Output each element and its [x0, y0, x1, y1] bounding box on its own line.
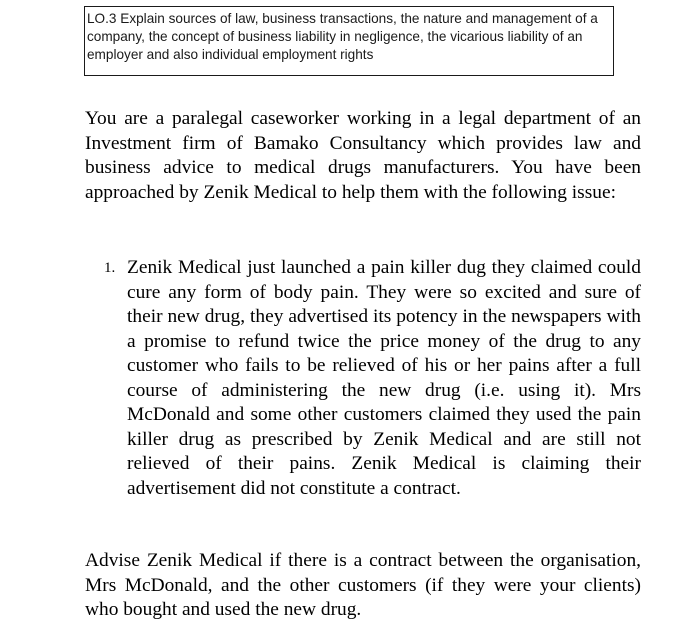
- issue-number: 1.: [104, 260, 116, 276]
- learning-outcome-box: [84, 6, 614, 76]
- advise-question: Advise Zenik Medical if there is a contract between the organisation, Mrs McDonald, and the other customers (if they were your clients) who bought and used the new drug.: [85, 550, 641, 620]
- learning-outcome-text: LO.3 Explain sources of law, business transactions, the nature and management of a company, the concept of business liability in negligence, the vicarious liability of an employer and also individual employment rights: [87, 11, 598, 62]
- issue-item: [104, 256, 641, 501]
- intro-paragraph: You are a paralegal caseworker working in a legal department of an Investment firm of Bamako Consultancy which provides law and business advice to medical drugs manufacturers. You have been approached by Zenik Medical to help them with the following issue:: [85, 108, 641, 203]
- issue-list: [104, 256, 641, 501]
- issue-text: Zenik Medical just launched a pain killer dug they claimed could cure any form of body pain. They were so excited and sure of their new drug, they advertised its potency in the newspapers with a promise to refund twice the price money of the drug to any customer who fails to be relieved of his or her pains after a full course of administering the new drug (i.e. using it). Mrs McDonald and some other customers claimed they used the pain killer drug as prescribed by Zenik Medical and are still not relieved of their pains. Zenik Medical is claiming their advertisement did not constitute a contract.: [127, 257, 641, 499]
